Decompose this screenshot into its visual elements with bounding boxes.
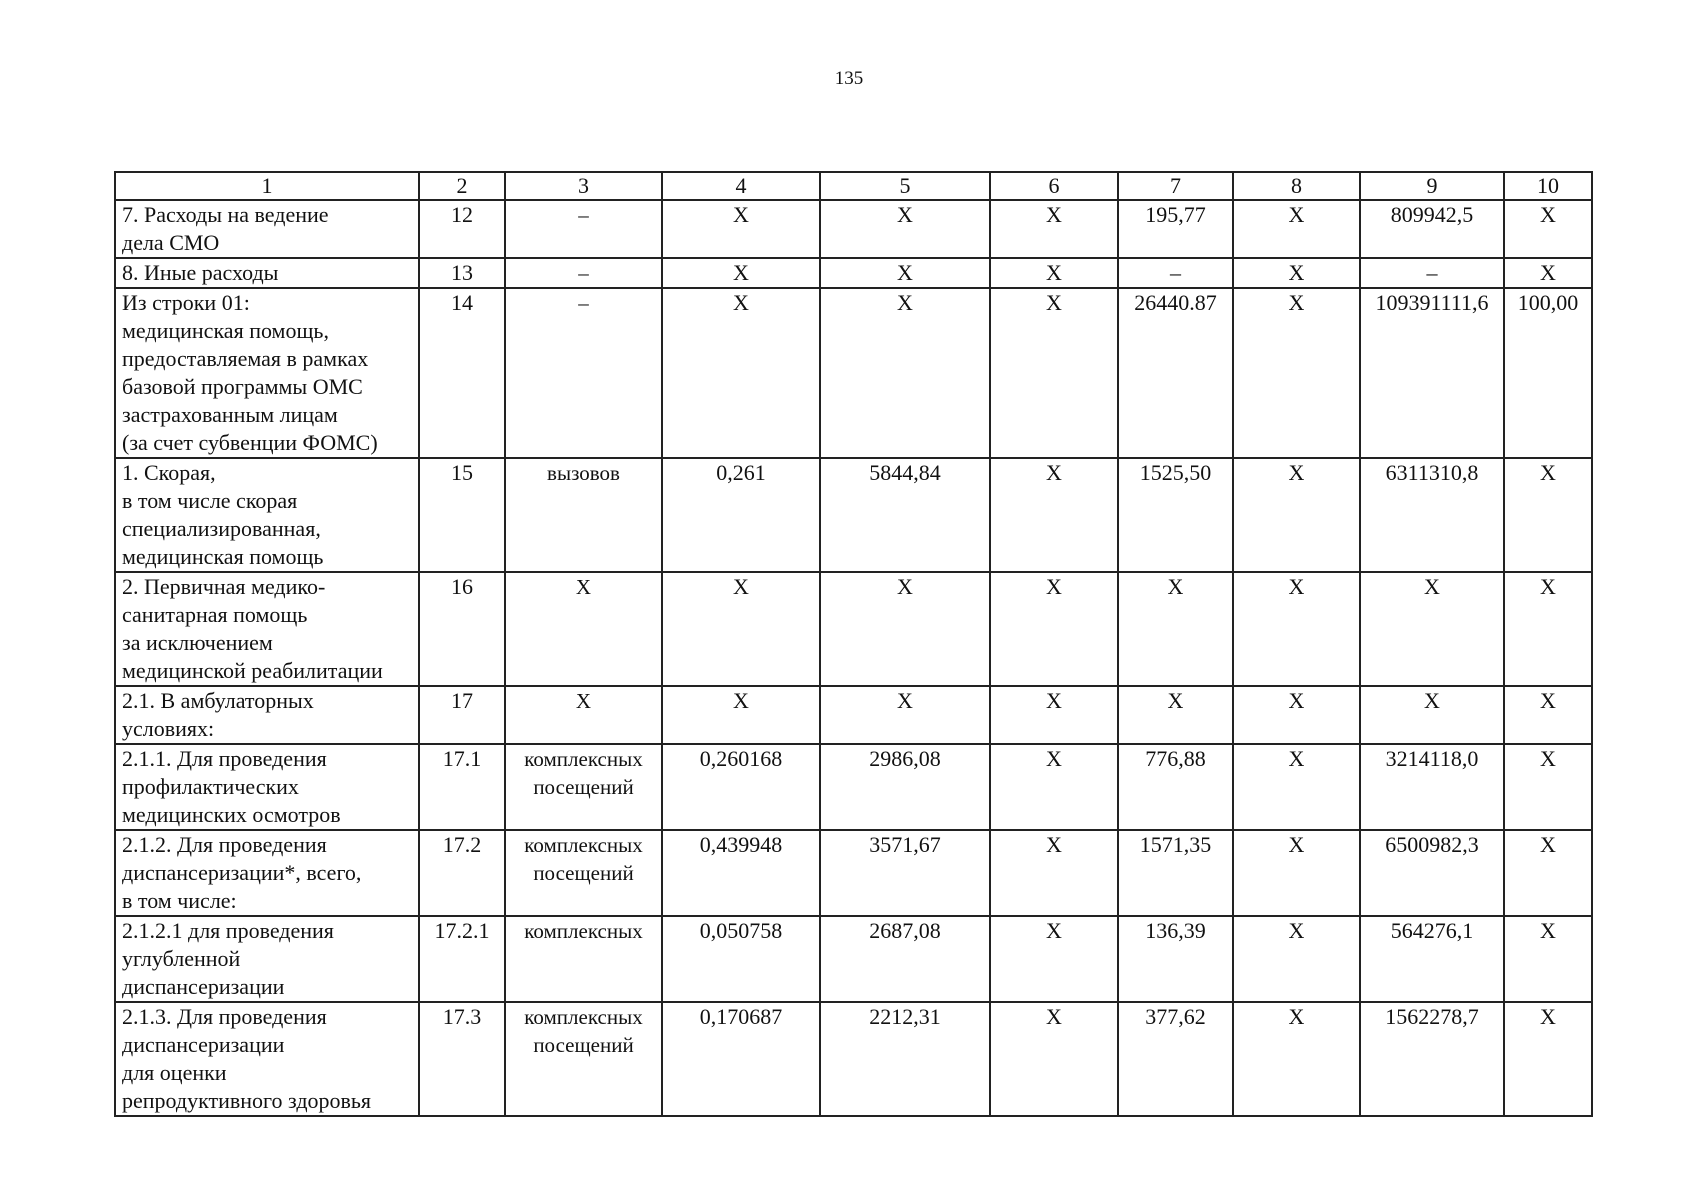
cell-col-5: X <box>820 288 990 458</box>
cell-col-8: X <box>1233 744 1360 830</box>
cell-col-9: 3214118,0 <box>1360 744 1504 830</box>
cell-col-2: 16 <box>419 572 505 686</box>
cell-col-9: 564276,1 <box>1360 916 1504 1002</box>
cell-col-9: 1562278,7 <box>1360 1002 1504 1116</box>
cell-col-3: – <box>505 258 662 288</box>
cell-col-3: – <box>505 288 662 458</box>
table-row <box>115 1002 1592 1116</box>
cell-col-1: 2.1.1. Для проведения профилактических медицинских осмотров <box>115 744 419 830</box>
cell-col-2: 17.1 <box>419 744 505 830</box>
cell-col-3: X <box>505 686 662 744</box>
cell-col-6: X <box>990 288 1118 458</box>
column-number-cell: 4 <box>662 172 820 200</box>
cell-col-4: 0,170687 <box>662 1002 820 1116</box>
cell-col-5: X <box>820 258 990 288</box>
column-number-cell: 1 <box>115 172 419 200</box>
cell-col-2: 15 <box>419 458 505 572</box>
cell-col-2: 17.2 <box>419 830 505 916</box>
cell-col-8: X <box>1233 572 1360 686</box>
cell-col-5: 2986,08 <box>820 744 990 830</box>
cell-col-5: X <box>820 686 990 744</box>
cell-col-7: – <box>1118 258 1233 288</box>
column-number-cell: 7 <box>1118 172 1233 200</box>
cell-col-5: 3571,67 <box>820 830 990 916</box>
cell-col-1: 2.1.2. Для проведения диспансеризации*, всего, в том числе: <box>115 830 419 916</box>
cell-col-3: комплексных посещений <box>505 744 662 830</box>
cell-col-10: X <box>1504 744 1592 830</box>
cell-col-4: X <box>662 686 820 744</box>
column-number-cell: 6 <box>990 172 1118 200</box>
cell-col-10: X <box>1504 572 1592 686</box>
cell-col-4: 0,439948 <box>662 830 820 916</box>
cell-col-6: X <box>990 916 1118 1002</box>
table-row <box>115 572 1592 686</box>
cell-col-10: X <box>1504 458 1592 572</box>
cell-col-7: 26440.87 <box>1118 288 1233 458</box>
cell-col-8: X <box>1233 200 1360 258</box>
cell-col-9: 809942,5 <box>1360 200 1504 258</box>
cell-col-2: 14 <box>419 288 505 458</box>
cell-col-9: 6311310,8 <box>1360 458 1504 572</box>
cell-col-2: 17 <box>419 686 505 744</box>
table-row <box>115 830 1592 916</box>
cell-col-6: X <box>990 1002 1118 1116</box>
cell-col-6: X <box>990 686 1118 744</box>
cell-col-2: 13 <box>419 258 505 288</box>
cell-col-1: 2.1.2.1 для проведения углубленной диспансеризации <box>115 916 419 1002</box>
cell-col-2: 17.2.1 <box>419 916 505 1002</box>
cell-col-10: X <box>1504 830 1592 916</box>
cell-col-4: X <box>662 200 820 258</box>
cell-col-8: X <box>1233 1002 1360 1116</box>
cell-col-6: X <box>990 258 1118 288</box>
cell-col-1: 2.1. В амбулаторных условиях: <box>115 686 419 744</box>
page-number: 135 <box>834 68 864 89</box>
cell-col-10: 100,00 <box>1504 288 1592 458</box>
cell-col-5: X <box>820 572 990 686</box>
cell-col-6: X <box>990 200 1118 258</box>
cell-col-4: X <box>662 288 820 458</box>
cell-col-1: Из строки 01: медицинская помощь, предоставляемая в рамках базовой программы ОМС застрахованным лицам (за счет субвенции ФОМС) <box>115 288 419 458</box>
column-number-cell: 3 <box>505 172 662 200</box>
cell-col-3: комплексных посещений <box>505 830 662 916</box>
table-row <box>115 458 1592 572</box>
column-number-cell: 8 <box>1233 172 1360 200</box>
cell-col-6: X <box>990 744 1118 830</box>
cell-col-2: 12 <box>419 200 505 258</box>
cell-col-10: X <box>1504 686 1592 744</box>
cell-col-5: 2687,08 <box>820 916 990 1002</box>
cell-col-10: X <box>1504 258 1592 288</box>
cell-col-8: X <box>1233 288 1360 458</box>
column-number-cell: 2 <box>419 172 505 200</box>
cell-col-6: X <box>990 572 1118 686</box>
column-number-cell: 9 <box>1360 172 1504 200</box>
cell-col-3: комплексных <box>505 916 662 1002</box>
cell-col-9: – <box>1360 258 1504 288</box>
column-number-cell: 5 <box>820 172 990 200</box>
data-table <box>114 171 1593 1117</box>
table-row <box>115 686 1592 744</box>
cell-col-8: X <box>1233 686 1360 744</box>
table-row <box>115 288 1592 458</box>
cell-col-9: 6500982,3 <box>1360 830 1504 916</box>
cell-col-1: 7. Расходы на ведение дела СМО <box>115 200 419 258</box>
cell-col-8: X <box>1233 830 1360 916</box>
cell-col-3: X <box>505 572 662 686</box>
cell-col-8: X <box>1233 916 1360 1002</box>
table-row <box>115 916 1592 1002</box>
cell-col-3: комплексных посещений <box>505 1002 662 1116</box>
cell-col-7: 1571,35 <box>1118 830 1233 916</box>
cell-col-1: 8. Иные расходы <box>115 258 419 288</box>
cell-col-5: X <box>820 200 990 258</box>
cell-col-8: X <box>1233 458 1360 572</box>
cell-col-1: 2. Первичная медико- санитарная помощь за исключением медицинской реабилитации <box>115 572 419 686</box>
cell-col-10: X <box>1504 200 1592 258</box>
cell-col-10: X <box>1504 916 1592 1002</box>
cell-col-7: 1525,50 <box>1118 458 1233 572</box>
cell-col-7: X <box>1118 572 1233 686</box>
cell-col-3: – <box>505 200 662 258</box>
cell-col-10: X <box>1504 1002 1592 1116</box>
cell-col-4: 0,261 <box>662 458 820 572</box>
cell-col-8: X <box>1233 258 1360 288</box>
cell-col-5: 5844,84 <box>820 458 990 572</box>
cell-col-5: 2212,31 <box>820 1002 990 1116</box>
cell-col-4: X <box>662 572 820 686</box>
cell-col-4: 0,050758 <box>662 916 820 1002</box>
cell-col-9: 109391111,6 <box>1360 288 1504 458</box>
table-row <box>115 200 1592 258</box>
cell-col-4: X <box>662 258 820 288</box>
table-row <box>115 258 1592 288</box>
cell-col-2: 17.3 <box>419 1002 505 1116</box>
cell-col-9: X <box>1360 572 1504 686</box>
cell-col-3: вызовов <box>505 458 662 572</box>
cell-col-6: X <box>990 830 1118 916</box>
cell-col-7: X <box>1118 686 1233 744</box>
cell-col-7: 377,62 <box>1118 1002 1233 1116</box>
cell-col-7: 776,88 <box>1118 744 1233 830</box>
cell-col-4: 0,260168 <box>662 744 820 830</box>
table-row <box>115 744 1592 830</box>
column-number-cell: 10 <box>1504 172 1592 200</box>
cell-col-7: 195,77 <box>1118 200 1233 258</box>
cell-col-7: 136,39 <box>1118 916 1233 1002</box>
column-number-row <box>115 172 1592 200</box>
cell-col-9: X <box>1360 686 1504 744</box>
cell-col-1: 2.1.3. Для проведения диспансеризации для оценки репродуктивного здоровья <box>115 1002 419 1116</box>
cell-col-1: 1. Скорая, в том числе скорая специализированная, медицинская помощь <box>115 458 419 572</box>
cell-col-6: X <box>990 458 1118 572</box>
